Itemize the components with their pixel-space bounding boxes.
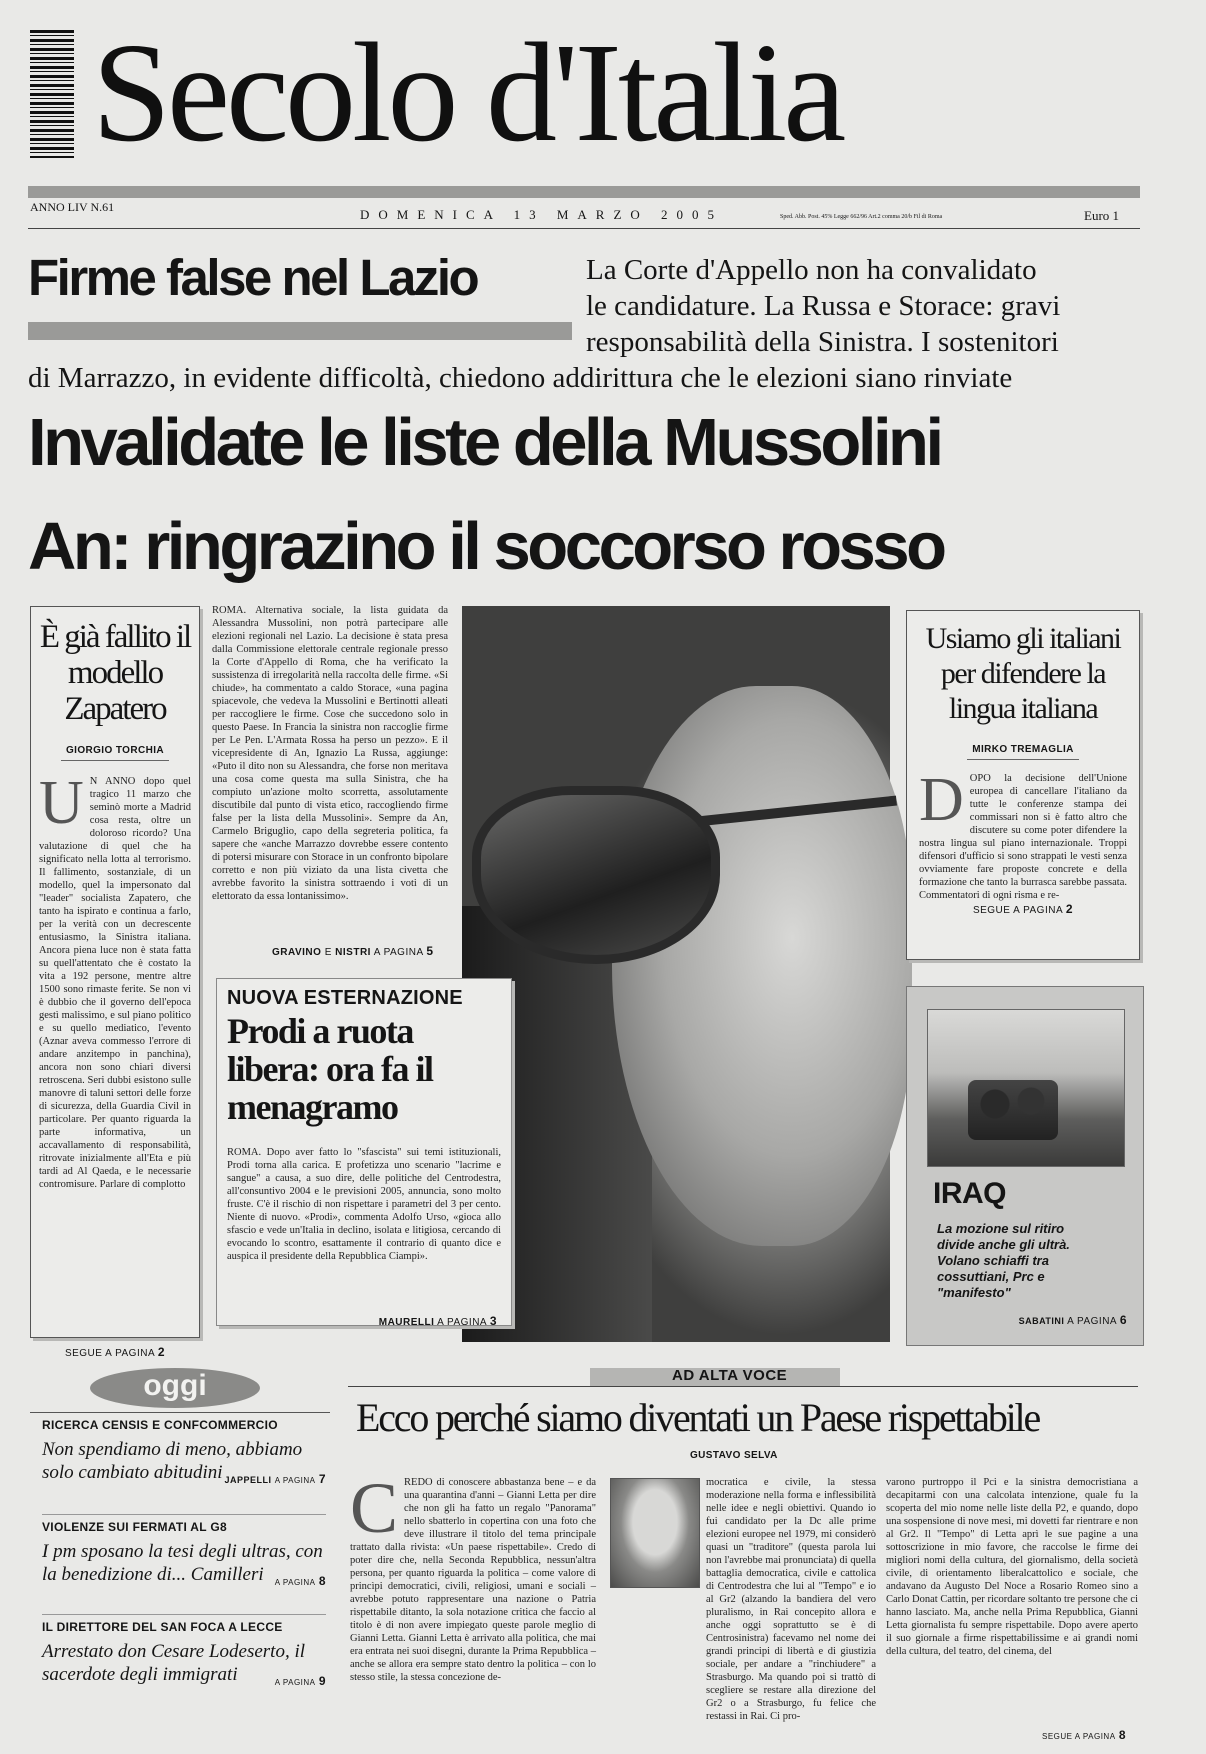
lead-deck-d: di Marrazzo, in evidente difficoltà, chiedono addirittura che le elezioni siano rinviate [28,362,1013,394]
lead-deck-a: La Corte d'Appello non ha convalidato [586,254,1037,286]
iraq-photo [927,1009,1125,1167]
iraq-jump[interactable]: SABATINI A PAGINA 6 [1018,1313,1127,1327]
oggi-item-1[interactable]: RICERCA CENSIS E CONFCOMMERCIO Non spendiamo di meno, abbiamo solo cambiato abitudini JAPPELLI A PAGINA 7 [42,1418,326,1486]
prodi-jump[interactable]: MAURELLI A PAGINA 3 [378,1314,497,1328]
masthead-title: Secolo d'Italia [92,13,843,171]
left-column-dropcap: U [39,769,84,837]
oggi-label: oggi [90,1368,260,1408]
issue-number: ANNO LIV N.61 [30,200,115,214]
prodi-box [216,978,512,1326]
left-column-box [30,606,200,1359]
prodi-headline: Prodi a ruota libera: ora fa il menagramo [227,1011,433,1127]
alta-voce-photo [610,1478,700,1588]
iraq-box [906,986,1144,1346]
lead-photo [462,606,890,1342]
alta-voce-col-2: mocratica e civile, la stessa moderazione nella forma e inflessibilità nelle idee e negli obiettivi. Quando io fui candidato per la Dc alle prime elezioni europee nel 1979, mi considerò quasi un "tradìtore" (questa parola lui non l'avrebbe mai pronunciata) di quella battaglia democratica, civile e cattolica di Centrodestra che lui al "Tempo" e io al Gr2 (alzando la bandiera del vero pluralismo, in Rai concepito allora e anche oggi soprattutto se è di Centrosinistra) facevamo nel nome dei grandi principi di libertà e di giustizia sociale, per andare a "rinchiudere" a Strasburgo. Ma quando poi si trattò di scegliere se restare alla direzione del Gr2 o a Strasburgo, fu felice che restassi in Rai. Ci pro- [706,1477,876,1722]
oggi-item-2[interactable]: VIOLENZE SUI FERMATI AL G8 I pm sposano la tesi degli ultras, con la benedizione di... Camilleri A PAGINA 8 [42,1520,326,1588]
lead-jump[interactable]: GRAVINO E NISTRI A PAGINA 5 [272,944,434,958]
lead-body: ROMA. Alternativa sociale, la lista guidata da Alessandra Mussolini, non potrà partecipare alle elezioni regionali nel Lazio. La decisione è stata presa dalla Commissione elettorale centrale regionale presso la Corte d'Appello di Roma, che ha verificato la sussistenza di irregolarità nella raccolta delle firme. «Si chiude», ha commentato a caldo Storace, «una pagina spiacevole, che vedeva la Mussolini e Bertinotti alleati per raccogliere le firme. Cose che succedono solo in questo Paese. In Francia la sinistra non raccoglie firme per Le Pen. L'Armata Rossa ha perso un pezzo». E il vicepresidente di An, Ignazio La Russa, aggiunge: «Puto il dito non su Alessandra, che forse non meritava una cosa come questa ma sulla Sinistra, che ha compiuto un'azione molto scorretta, assolutamente discutibile dal punto di vista etico, raccogliendo firme false per la lista della Mussolini». Sempre da An, Carmelo Briguglio, capo della segreteria politica, fa sapere che «anche Marrazzo dovrebbe essere contento di potersi misurare con Storace in un confronto bipolare corretto e non più viziato da una lista civetta che avrebbe favorito la sinistra sottraendo i voti di un elettorato da essa lontanissimo». [212,605,448,902]
alta-voce-col-1: C REDO di conoscere abbastanza bene – e da una quarantina d'anni – Gianni Letta per dire che non gli ha fatto un regalo "Panorama" nello sbatterlo in copertina con una foto che deve illustrare il titolo del tema principale trattato dalla rivista: «Un paese rispettabile». Credo di poter dire che, nella Seconda Repubblica, nessun'altra persona, per quanto riguarda la politica – come valore di princìpi democratici, civili, religiosi, umani e sociali – avrebbe potuto rappresentare una nazione o Patria rispettabile ditanto, la sola notazione critica che faccio al titolo è di non avere impiegato queste parole meglio di Gianni Letta. Gianni Letta è arrivato alla politica, che mai era entrata nei suoi disegni, durante la Prima Repubblica – anche se allora era sempre stato dentro la politica – con lo stesso stile, la stessa concezione de- [350,1468,596,1683]
price: Euro 1 [1084,208,1120,223]
lead-headline-2: An: ringrazino il soccorso rosso [28,509,944,584]
left-column-author: GIORGIO TORCHIA [65,745,165,756]
alta-voce-author: GUSTAVO SELVA [690,1450,778,1461]
lead-headline-1: Invalidate le liste della Mussolini [28,405,941,480]
right-column-jump[interactable]: SEGUE A PAGINA 2 [972,902,1074,916]
photo-head [612,686,912,1246]
alta-voce-label: AD ALTA VOCE [672,1367,788,1384]
alta-voce-col-3: varono purtroppo il Pci e la sinistra democristiana a decapitarmi con una calcolata intenzione, quale fu la scoperta del mio nome nelle liste della P2, e quando, dopo una sospensione di nove mesi, mi dovetti far rientrare e non al Gr2. Il "Tempo" di Letta aprì le sue pagine a una sottoscrizione in mio favore, che raccolse le firme dei migliori nomi della cultura, del giornalismo, della società civile, di orientamento liberalcattolico e sociale, che andavano da Augusto Del Noce a Rosario Romeo sino a Carlo Donat Cattin, per ricordare soltanto tre persone che ci hanno lasciato. Ma, anche nella Prima Repubblica, Gianni Letta giornalista fu sempre rispettabile. Dopo avere aperto il suo giornale a firme rispettabilissime e ai grandi nomi della cultura, del teatro, del cinema, del [886,1477,1138,1657]
alta-voce-rule [348,1386,1138,1387]
postal-note: Sped. Abb. Post. 45% Legge 662/96 Art.2 comma 20/b Fil di Roma [780,214,943,220]
photo-glasses [472,786,720,964]
masthead-bar [28,186,1140,198]
oggi-box [30,1360,330,1710]
prodi-kicker: NUOVA ESTERNAZIONE [227,987,463,1009]
lead-kicker: Firme false nel Lazio [28,249,478,306]
alta-voce-headline: Ecco perché siamo diventati un Paese rispettabile [356,1395,1040,1440]
barcode [30,30,74,158]
left-column-headline: È già fallito il modello Zapatero [39,619,191,727]
lead-deck-c: responsabilità della Sinistra. I sostenitori [586,326,1059,358]
alta-voce-jump[interactable]: SEGUE A PAGINA 8 [1042,1728,1127,1742]
oggi-item-3[interactable]: IL DIRETTORE DEL SAN FOCA A LECCE Arrestato don Cesare Lodeserto, il sacerdote degli immigrati A PAGINA 9 [42,1620,326,1688]
kicker-bar [28,322,572,340]
right-column-dropcap: D [919,766,964,834]
alta-voce-dropcap: C [350,1468,399,1548]
left-column-jump[interactable]: SEGUE A PAGINA 2 [64,1345,166,1359]
right-column-headline: Usiamo gli italiani per difendere la lingua italiana [925,622,1121,725]
issue-date: DOMENICA 13 MARZO 2005 [360,207,724,222]
right-column-body: D OPO la decisione dell'Unione europea di cancellare l'italiano da tutte le conferenze stampa dei commissari non si è fatto altro che discutere su come poter difendere la nostra lingua sul piano internazionale. Troppi difensori d'ufficio si sono strappati le vesti senza ovviamente fare proposte concrete e della formazione che tanto la burrasca sarebbe passata. Commentatori di ogni risma e re- [919,766,1127,901]
iraq-title: IRAQ [933,1177,1006,1210]
left-column-body: U N ANNO dopo quel tragico 11 marzo che seminò morte a Madrid cosa resta, oltre un doloroso ricordo? Una valutazione di quel che ha significato nella lotta al terrorismo. Il fallimento, sostanziale, di un modello, quel la impersonato dal "leader" socialista Zapatero, che tanto ha ispirato e continua a farlo, per la verità con un decrescente entusiasmo, la Sinistra italiana. Ancora piena luce non è stata fatta su quell'attentato che è costato la vita a 192 persone, mentre altre 1500 sono rimaste ferite. Se non vi è dubbio che il governo dell'epoca gestì malissimo, e sul piano politico e su quello mediatico, l'evento (Aznar aveva commesso l'errore di andare anzitempo in panchina), ancora non sono chiari diversi retroscena. Seri dubbi esistono sulle manovre di taluni settori delle forze di sicurezza, della Guardia Civil in particolare. Per quanto riguarda la parte informativa, un accavallamento di responsabilità, ritrovate inizialmente all'Eta e più tardi ad Al Qaeda, e le necessarie contromisure. Parlare di complotto [39,769,191,1190]
iraq-photo-figures [968,1080,1058,1140]
lead-deck-b: le candidature. La Russa e Storace: gravi [586,290,1061,322]
iraq-teaser: La mozione sul ritiro divide anche gli ultrà. Volano schiaffi tra cossuttiani, Prc e "manifesto" [937,1221,1070,1300]
right-column-author: MIRKO TREMAGLIA [972,744,1074,755]
prodi-body: ROMA. Dopo aver fatto lo "sfascista" sui temi istituzionali, Prodi torna alla carica. E profetizza uno scenario "lacrime e sangue" a causa, a suo dire, delle politiche del Centrodestra, all'consuntivo 2004 e le previsioni 2005, annuncia, sono molto fruste. C'è il rischio di non rispettare i parametri del 3 per cento. Niente di nuovo. «Prodi», commenta Adolfo Urso, «gioca allo sfascio e vede un'Italia in declino, isolata e litigiosa, cercando di evocando lo scontro, esattamente il contrario di quanto dice e auspica il presidente della Repubblica Ciampi». [227,1147,501,1262]
right-column-box [906,610,1140,960]
masthead-rule [28,228,1140,229]
